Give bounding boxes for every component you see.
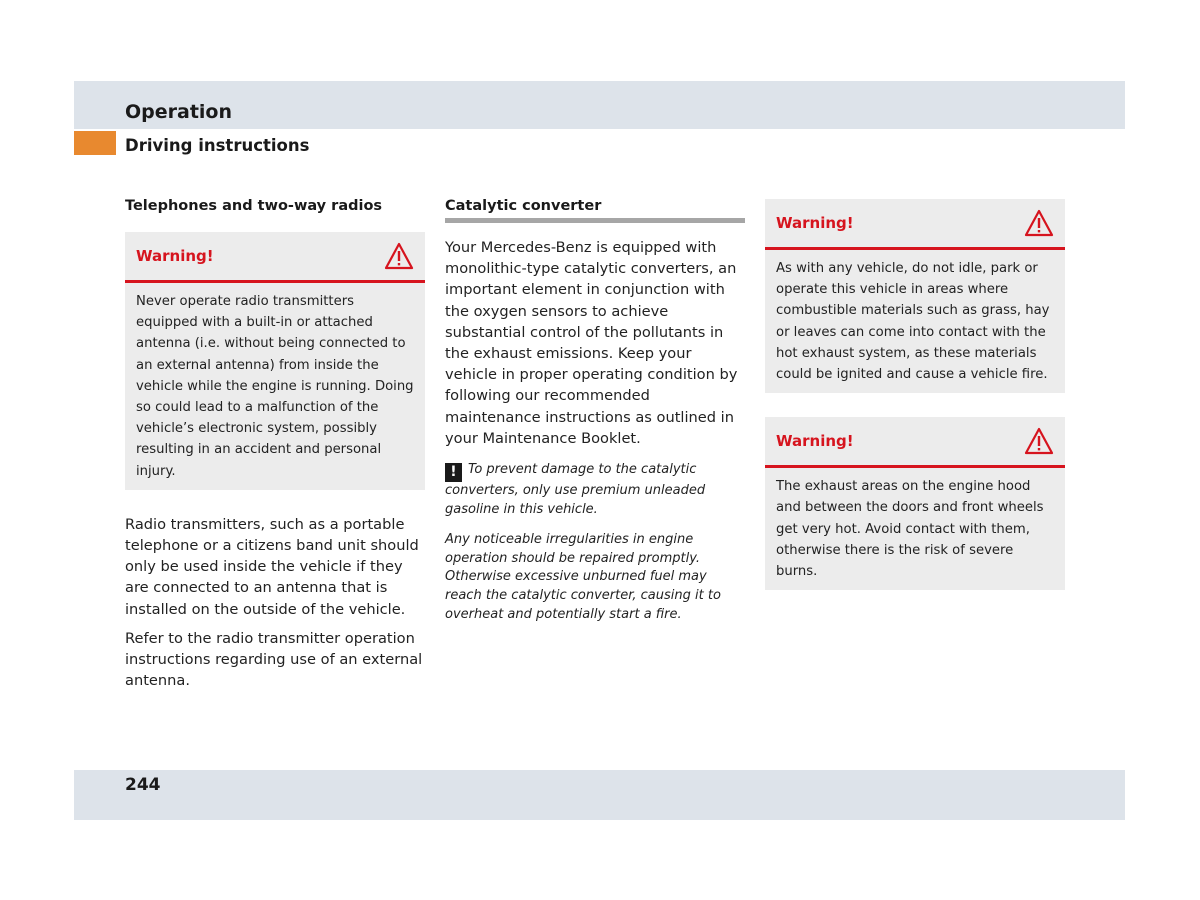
warning-header: [765, 417, 1065, 468]
column-warnings: [765, 199, 1065, 614]
page-number: 244: [125, 775, 161, 795]
warning-body: As with any vehicle, do not idle, park or operate this vehicle in areas where combustible materials such as grass, hay or leaves can come into contact with the hot exhaust system, as these materials could be ignited and cause a vehicle fire.: [776, 261, 1050, 383]
warning-box-combustibles: [765, 199, 1065, 393]
warning-box-hot-exhaust: [765, 417, 1065, 590]
warning-triangle-icon: [384, 242, 414, 270]
warning-title: Warning!: [136, 247, 214, 265]
subsection-title: Driving instructions: [125, 136, 310, 155]
warning-header: [765, 199, 1065, 250]
warning-box-radio: [125, 232, 425, 490]
note-premium-gasoline: [445, 461, 745, 519]
column-catalytic-converter: [445, 196, 745, 632]
warning-title: Warning!: [776, 214, 854, 232]
catalytic-heading: Catalytic converter: [445, 196, 745, 223]
warning-body: Never operate radio transmitters equipped with a built-in or attached antenna (i.e. without being connected to an external antenna) from inside the vehicle while the engine is running. Doing so could lead to a malfunction of the vehicle’s electronic system, possibly resulting in an accident and personal injury.: [136, 294, 414, 479]
paragraph: Your Mercedes-Benz is equipped with monolithic-type catalytic converters, an important element in conjunction with the oxygen sensors to achieve substantial control of the pollutants in the exhaust emissions. Keep your vehicle in proper operating condition by following our recommended maintenance instructions as outlined in your Maintenance Booklet.: [445, 239, 738, 447]
section-marker-tab: [74, 131, 116, 155]
warning-body: The exhaust areas on the engine hood and between the doors and front wheels get very hot. Avoid contact with them, otherwise there is the risk of severe burns.: [776, 479, 1044, 580]
paragraph: Radio transmitters, such as a portable telephone or a citizens band unit should only be used inside the vehicle if they are connected to an antenna that is installed on the outside of the vehicle.: [125, 515, 419, 618]
warning-triangle-icon: [1024, 427, 1054, 455]
note-text: To prevent damage to the catalytic converters, only use premium unleaded gasoline in this vehicle.: [445, 462, 706, 517]
note-irregularities: Any noticeable irregularities in engine operation should be repaired promptly. Otherwise excessive unburned fuel may reach the catalytic converter, causing it to overheat and potentially start a fire.: [445, 532, 721, 622]
footer-band: [74, 770, 1125, 820]
warning-triangle-icon: [1024, 209, 1054, 237]
paragraph: Refer to the radio transmitter operation instructions regarding use of an external antenna.: [125, 629, 423, 690]
warning-title: Warning!: [776, 432, 854, 451]
exclamation-icon: !: [445, 463, 462, 482]
telephones-heading: Telephones and two-way radios: [125, 198, 383, 214]
column-telephones: [125, 196, 425, 699]
section-title: Operation: [125, 101, 233, 123]
warning-header: [125, 232, 425, 283]
